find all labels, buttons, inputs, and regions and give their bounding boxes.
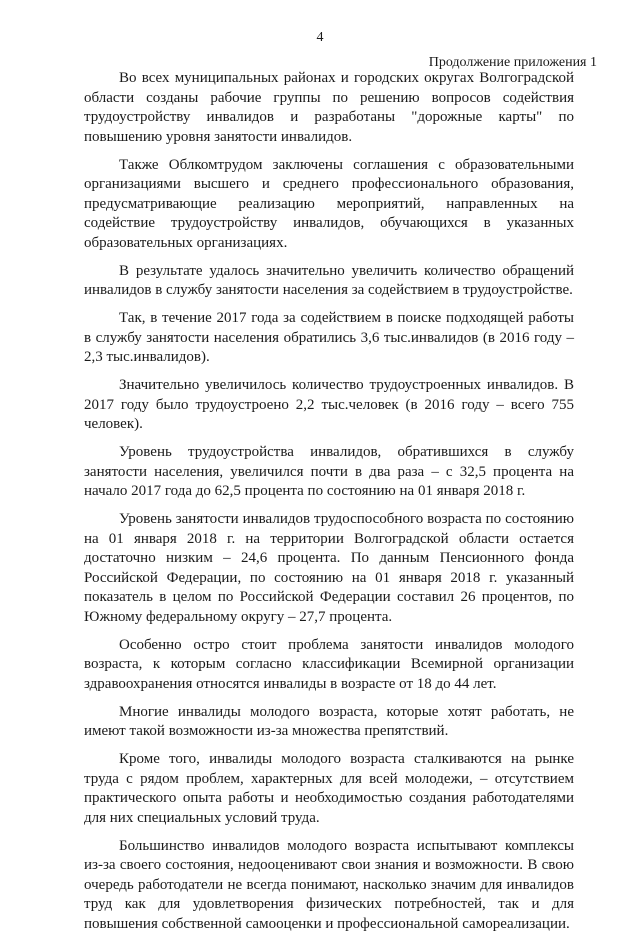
paragraph-employed-2017: Значительно увеличилось количество трудоустроенных инвалидов. В 2017 году было трудоустроено 2,2 тыс.человек (в 2016 году – всего 755 человек). xyxy=(84,377,574,432)
paragraph-complexes: Большинство инвалидов молодого возраста испытывают комплексы из-за своего состояния, недооценивают свои знания и возможности. В свою очередь работодатели не всегда понимают, насколько значим для инвалидов труд как для удовлетворения физических потребностей, так и для повышения собственной самооценки и профессиональной самореализации. xyxy=(84,837,574,932)
document-body xyxy=(84,69,574,943)
paragraph-obstacles: Многие инвалиды молодого возраста, которые хотят работать, не имеют такой возможности из-за множества препятствий. xyxy=(84,703,574,739)
paragraph-employment-level: Уровень занятости инвалидов трудоспособного возраста по состоянию на 01 января 2018 г. на территории Волгоградской области остается достаточно низким – 24,6 процента. По данным Пенсионного фонда Российской Федерации, по состоянию на 01 января 2018 г. указанный показатель в целом по Российской Федерации составил 26 процентов, по Южному федеральному округу – 27,7 процента. xyxy=(84,511,574,625)
paragraph-working-groups: Во всех муниципальных районах и городских округах Волгоградской области созданы рабочие группы по решению вопросов содействия трудоустройству инвалидов и разработаны "дорожные карты" по повышению уровня занятости инвалидов. xyxy=(84,70,574,145)
paragraph-agreements: Также Облкомтрудом заключены соглашения с образовательными организациями высшего и среднего профессионального образования, предусматривающие реализацию мероприятий, направленных на содействие трудоустройству инвалидов, обучающихся в указанных образовательных организациях. xyxy=(84,156,574,251)
paragraph-youth-problems: Кроме того, инвалиды молодого возраста сталкиваются на рынке труда с рядом проблем, характерных для всей молодежи, – отсутствием практического опыта работы и необходимостью создания работодателями для них специальных условий труда. xyxy=(84,751,574,826)
paragraph-employment-rate: Уровень трудоустройства инвалидов, обратившихся в службу занятости населения, увеличился почти в два раза – с 32,5 процента на начало 2017 года до 62,5 процента по состоянию на 01 января 2018 г. xyxy=(84,444,574,499)
page-number: 4 xyxy=(316,30,324,45)
appendix-continuation-label: Продолжение приложения 1 xyxy=(428,55,597,70)
paragraph-young-disabled: Особенно остро стоит проблема занятости инвалидов молодого возраста, к которым согласно классификации Всемирной организации здравоохранения относятся инвалиды в возрасте от 18 до 44 лет. xyxy=(84,636,574,692)
paragraph-applications-2017: Так, в течение 2017 года за содействием в поиске подходящей работы в службу занятости населения обратились 3,6 тыс.инвалидов (в 2016 году – 2,3 тыс.инвалидов). xyxy=(84,310,574,365)
paragraph-result: В результате удалось значительно увеличить количество обращений инвалидов в службу занятости населения за содействием в трудоустройстве. xyxy=(84,262,574,298)
